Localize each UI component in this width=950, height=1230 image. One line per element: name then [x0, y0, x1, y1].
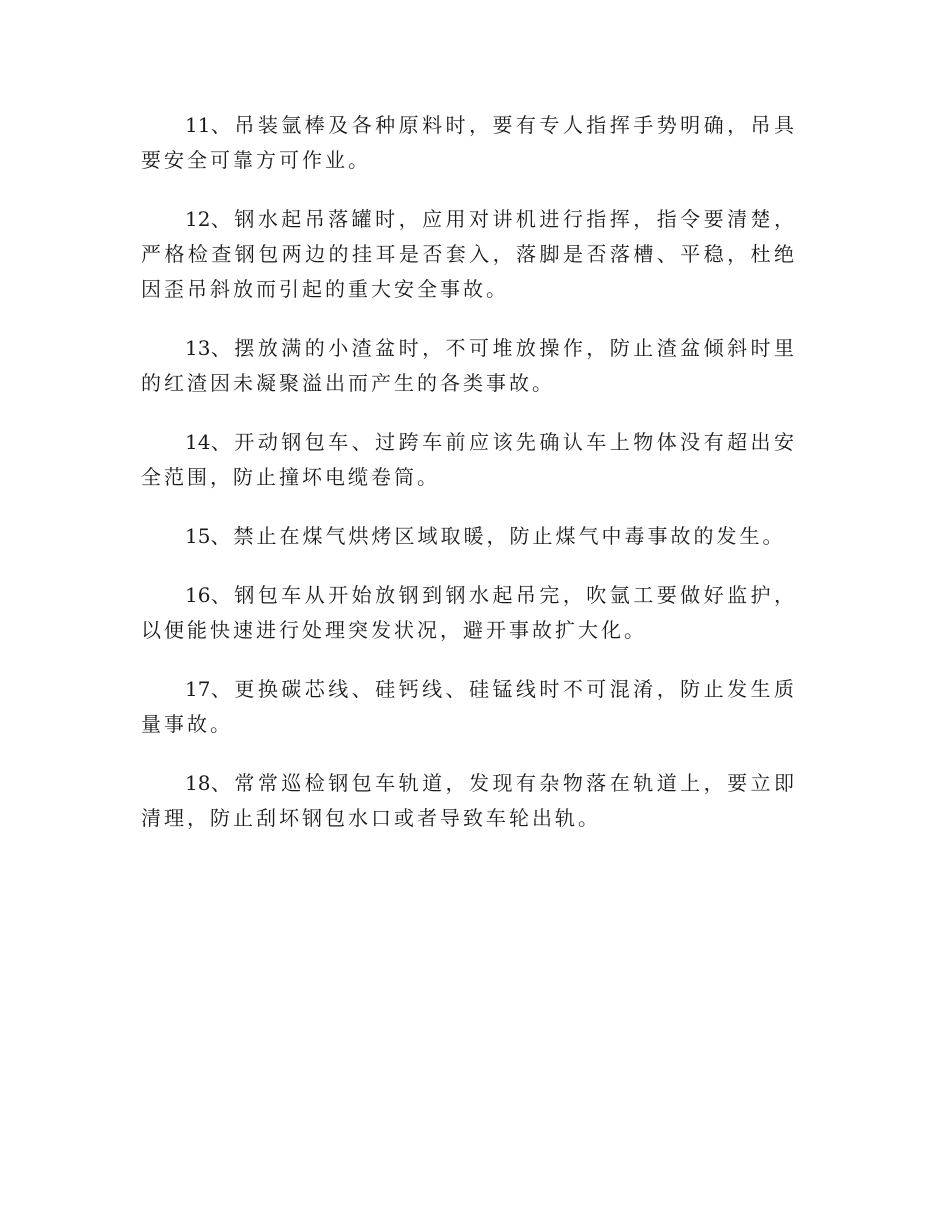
- paragraph-11: [141, 108, 797, 178]
- paragraph-number: 15: [185, 524, 211, 548]
- paragraph-text: 、禁止在煤气烘烤区域取暖，防止煤气中毒事故的发生。: [210, 524, 786, 548]
- paragraph-number: 18: [185, 771, 211, 795]
- paragraph-text: 、钢包车从开始放钢到钢水起吊完，吹氩工要做好监护，以便能快速进行处理突发状况，避开事故扩大化。: [141, 583, 797, 642]
- paragraph-text: 、吊装氩棒及各种原料时，要有专人指挥手势明确，吊具要安全可靠方可作业。: [141, 113, 797, 172]
- paragraph-number: 12: [185, 207, 211, 231]
- paragraph-12: [141, 202, 797, 307]
- paragraph-text: 、开动钢包车、过跨车前应该先确认车上物体没有超出安全范围，防止撞坏电缆卷筒。: [141, 430, 797, 489]
- paragraph-text: 、更换碳芯线、硅钙线、硅锰线时不可混淆，防止发生质量事故。: [141, 677, 797, 736]
- paragraph-number: 11: [185, 113, 211, 137]
- paragraph-number: 16: [185, 583, 211, 607]
- paragraph-14: [141, 425, 797, 495]
- paragraph-15: [141, 519, 797, 554]
- paragraph-13: [141, 331, 797, 401]
- paragraph-16: [141, 578, 797, 648]
- paragraph-17: [141, 672, 797, 742]
- paragraph-18: [141, 766, 797, 836]
- paragraph-text: 、摆放满的小渣盆时，不可堆放操作，防止渣盆倾斜时里的红渣因未凝聚溢出而产生的各类事故。: [141, 336, 797, 395]
- paragraph-number: 13: [185, 336, 211, 360]
- paragraph-number: 14: [185, 430, 211, 454]
- paragraph-number: 17: [185, 677, 211, 701]
- paragraph-text: 、常常巡检钢包车轨道，发现有杂物落在轨道上，要立即清理，防止刮坏钢包水口或者导致车轮出轨。: [141, 771, 797, 830]
- document-body: [141, 108, 797, 860]
- paragraph-text: 、钢水起吊落罐时，应用对讲机进行指挥，指令要清楚，严格检查钢包两边的挂耳是否套入，落脚是否落槽、平稳，杜绝因歪吊斜放而引起的重大安全事故。: [141, 207, 797, 301]
